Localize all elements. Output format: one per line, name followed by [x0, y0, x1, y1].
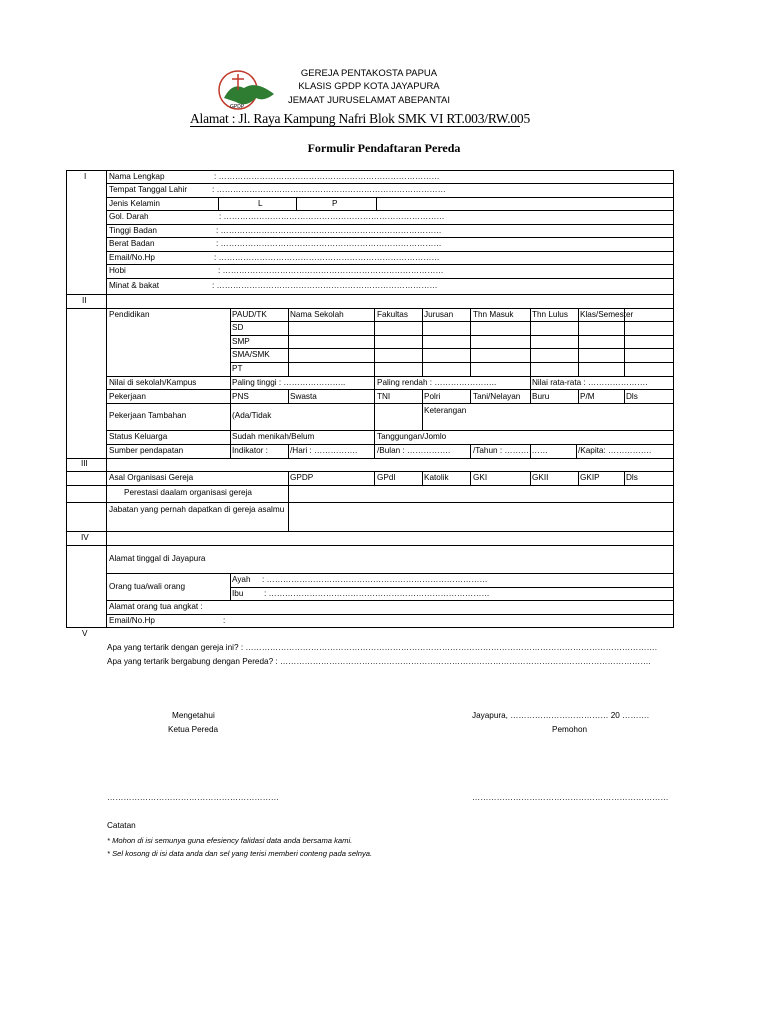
jk-p-cell[interactable]: P — [332, 199, 338, 208]
work-pm[interactable]: P/M — [580, 392, 595, 401]
edu-line — [230, 321, 674, 322]
label-pemohon: Pemohon — [552, 725, 588, 734]
addr-line — [230, 573, 231, 601]
row-line — [106, 278, 674, 279]
label-asal-org: Asal Organisasi Gereja — [109, 473, 194, 482]
label-ibu: Ibu — [232, 589, 244, 598]
row-line — [66, 531, 674, 532]
notes-title: Catatan — [107, 821, 136, 830]
work-line — [422, 389, 423, 430]
income-indikator: Indikator : — [232, 446, 268, 455]
row-line — [106, 197, 674, 198]
row-line — [66, 502, 674, 503]
work-line — [578, 389, 579, 403]
signature-line-pemohon[interactable]: ……………………………………………………………… — [472, 793, 669, 802]
edu-line — [530, 308, 531, 376]
row-line — [106, 573, 674, 574]
row-line — [106, 237, 674, 238]
border-right — [673, 170, 674, 628]
work-line — [288, 389, 289, 403]
row-line — [66, 294, 674, 295]
label-jk: Jenis Kelamin — [109, 199, 160, 208]
work-keterangan: Keterangan — [424, 406, 467, 415]
signature-line-ketua[interactable]: ……………………………………………………… — [107, 793, 279, 802]
row-line — [106, 210, 674, 211]
edu-level-sma: SMA/SMK — [232, 350, 270, 359]
work-dls[interactable]: Dls — [626, 392, 638, 401]
org-gpdi[interactable]: GPdI — [377, 473, 396, 482]
fill-email[interactable]: : ……………………………………………………………………… — [214, 253, 440, 262]
row-line — [106, 614, 674, 615]
fill-tinggi[interactable]: : ……………………………………………………………………… — [216, 226, 442, 235]
work-line — [624, 389, 625, 403]
org-dls[interactable]: Dls — [626, 473, 638, 482]
church-name: GEREJA PENTAKOSTA PAPUA — [300, 68, 438, 79]
cell-line — [376, 197, 377, 211]
org-gki[interactable]: GKI — [473, 473, 488, 482]
edu-header-thn-lulus: Thn Lulus — [532, 310, 568, 319]
edu-line — [230, 335, 674, 336]
label-status: Status Keluarga — [109, 432, 168, 441]
label-hobi: Hobi — [109, 266, 126, 275]
row-line — [106, 600, 674, 601]
row-line — [106, 264, 674, 265]
label-email: Email/No.Hp — [109, 253, 155, 262]
work-line — [470, 444, 471, 458]
section-i: I — [84, 172, 87, 181]
label-nilai: Nilai di sekolah/Kampus — [109, 378, 197, 387]
income-hari[interactable]: /Hari : ……………. — [290, 446, 358, 455]
label-jabatan: Jabatan yang pernah dapatkan di gereja asalmu — [109, 505, 285, 514]
row-line — [230, 587, 674, 588]
row-line — [66, 458, 674, 459]
label-prestasi: Perestasi daalam organisasi gereja — [124, 488, 252, 497]
note-2: * Sel kosong di isi data anda dan sel yang terisi memberi conteng pada selnya. — [107, 849, 373, 858]
border-left — [66, 170, 67, 628]
question-pereda[interactable]: Apa yang tertarik bergabung dengan Pereda? : ………………………………………………………………………………………………………………………. — [107, 657, 651, 666]
label-gol: Gol. Darah — [109, 212, 149, 221]
status-value[interactable]: Sudah menikah/Belum — [232, 432, 315, 441]
form-title: Formulir Pendaftaran Pereda — [307, 141, 461, 155]
row-line — [66, 485, 674, 486]
work-line — [576, 444, 577, 458]
edu-line — [230, 308, 231, 376]
row-line — [106, 183, 674, 184]
label-alamat-angkat: Alamat orang tua angkat : — [109, 602, 203, 611]
edu-line — [578, 308, 579, 376]
section-iv: IV — [81, 533, 89, 542]
edu-header-thn-masuk: Thn Masuk — [473, 310, 514, 319]
edu-line — [230, 348, 674, 349]
place-date[interactable]: Jayapura, ……………………………… 20 ………. — [472, 711, 649, 720]
row-line — [106, 430, 674, 431]
fill-ttl[interactable]: : ………………………………………………………………………… — [212, 185, 446, 194]
org-gkii[interactable]: GKII — [532, 473, 549, 482]
work-buru[interactable]: Buru — [532, 392, 550, 401]
fill-gol[interactable]: : ……………………………………………………………………… — [219, 212, 445, 221]
nilai-tinggi[interactable]: Paling tinggi : ………………….. — [232, 378, 346, 387]
org-gkip[interactable]: GKIP — [580, 473, 600, 482]
cell-line — [296, 197, 297, 211]
row-line — [106, 224, 674, 225]
income-tahun[interactable]: /Tahun : ……………. — [473, 446, 548, 455]
label-tinggi: Tinggi Badan — [109, 226, 157, 235]
row-line — [106, 389, 674, 390]
row-line — [66, 545, 674, 546]
income-bulan[interactable]: /Bulan : ……………. — [377, 446, 451, 455]
fill-berat[interactable]: : ……………………………………………………………………… — [216, 239, 442, 248]
org-line — [470, 471, 471, 485]
label-orang-tua: Orang tua/wali orang — [109, 582, 186, 591]
work-swasta[interactable]: Swasta — [290, 392, 317, 401]
fill-ibu[interactable]: : ……………………………………………………………………… — [264, 589, 490, 598]
note-1: * Mohon di isi semunya guna efesiency falidasi data anda bersama kami. — [107, 836, 353, 845]
email-ortu-colon: : — [223, 616, 226, 625]
congregation-name: JEMAAT JURUSELAMAT ABEPANTAI — [287, 95, 451, 106]
org-line — [288, 485, 289, 531]
address-underline — [190, 126, 520, 127]
label-mengetahui: Mengetahui — [172, 711, 215, 720]
fill-hobi[interactable]: : ……………………………………………………………………… — [218, 266, 444, 275]
church-address: Alamat : Jl. Raya Kampung Nafri Blok SMK VI RT.003/RW.005 — [190, 111, 531, 126]
org-katolik[interactable]: Katolik — [424, 473, 449, 482]
work-line — [288, 444, 289, 458]
question-gereja[interactable]: Apa yang tertarik dengan gereja ini? : ……………………………………………………………………………………………………………………………………. — [107, 643, 658, 652]
org-line — [422, 471, 423, 485]
section-iii: III — [81, 459, 88, 468]
row-line — [66, 308, 674, 309]
border-bottom — [66, 627, 674, 628]
fill-ayah[interactable]: : ……………………………………………………………………… — [262, 575, 488, 584]
work-extra-ada[interactable]: (Ada/Tidak — [232, 411, 272, 420]
work-line — [530, 376, 531, 403]
border-top — [66, 170, 674, 171]
org-gpdp[interactable]: GPDP — [290, 473, 314, 482]
label-ayah: Ayah — [232, 575, 251, 584]
edu-line — [288, 308, 289, 376]
edu-line — [230, 362, 674, 363]
nilai-rendah[interactable]: Paling rendah : ………………….. — [377, 378, 497, 387]
org-line — [530, 471, 531, 485]
row-line — [106, 403, 674, 404]
logo-text: GPDP — [230, 104, 245, 110]
nilai-rata[interactable]: Nilai rata-rata : …………………. — [532, 378, 648, 387]
org-line — [288, 471, 289, 485]
label-ketua-pereda: Ketua Pereda — [168, 725, 219, 734]
label-ttl: Tempat Tanggal Lahir — [109, 185, 188, 194]
label-pekerjaan-tambahan: Pekerjaan Tambahan — [109, 411, 187, 420]
cell-line — [218, 197, 219, 211]
fill-nama[interactable]: : ……………………………………………………………………… — [214, 172, 440, 181]
row-line — [66, 471, 674, 472]
section-column-divider — [106, 170, 107, 628]
org-line — [578, 471, 579, 485]
work-line — [374, 376, 375, 458]
classis-name: KLASIS GPDP KOTA JAYAPURA — [298, 81, 440, 92]
edu-header-nama-sekolah: Nama Sekolah — [290, 310, 344, 319]
edu-header-klas: Klas/Semester — [580, 310, 634, 319]
work-tni[interactable]: TNI — [377, 392, 391, 401]
work-line — [470, 389, 471, 403]
label-alamat-tinggal: Alamat tinggal di Jayapura — [109, 554, 206, 563]
section-ii: II — [82, 296, 87, 305]
edu-header-fakultas: Fakultas — [377, 310, 408, 319]
row-line — [106, 376, 674, 377]
section-v: V — [82, 629, 88, 638]
edu-line — [470, 308, 471, 376]
status-tanggungan[interactable]: Tanggungan/Jomlo — [377, 432, 447, 441]
edu-level-sd: SD — [232, 323, 244, 332]
edu-line — [374, 308, 375, 376]
label-nama: Nama Lengkap — [109, 172, 165, 181]
fill-minat[interactable]: : ……………………………………………………………………… — [212, 281, 438, 290]
label-pekerjaan: Pekerjaan — [109, 392, 146, 401]
work-pns[interactable]: PNS — [232, 392, 249, 401]
label-minat: Minat & bakat — [109, 281, 160, 290]
org-line — [374, 471, 375, 485]
row-line — [106, 444, 674, 445]
income-kapita[interactable]: /Kapita: ……………. — [578, 446, 652, 455]
jk-l-cell[interactable]: L — [258, 199, 263, 208]
org-line — [624, 471, 625, 485]
row-line — [106, 251, 674, 252]
registration-form-table — [66, 170, 674, 628]
work-line — [230, 376, 231, 458]
edu-level-smp: SMP — [232, 337, 250, 346]
edu-level-paud: PAUD/TK — [232, 310, 267, 319]
work-polri[interactable]: Polri — [424, 392, 441, 401]
label-berat: Berat Badan — [109, 239, 155, 248]
edu-line — [422, 308, 423, 376]
edu-level-pt: PT — [232, 364, 243, 373]
label-sumber: Sumber pendapatan — [109, 446, 184, 455]
label-email-ortu: Email/No.Hp — [109, 616, 155, 625]
label-pendidikan: Pendidikan — [109, 310, 150, 319]
edu-header-jurusan: Jurusan — [424, 310, 454, 319]
work-tani[interactable]: Tani/Nelayan — [473, 392, 521, 401]
